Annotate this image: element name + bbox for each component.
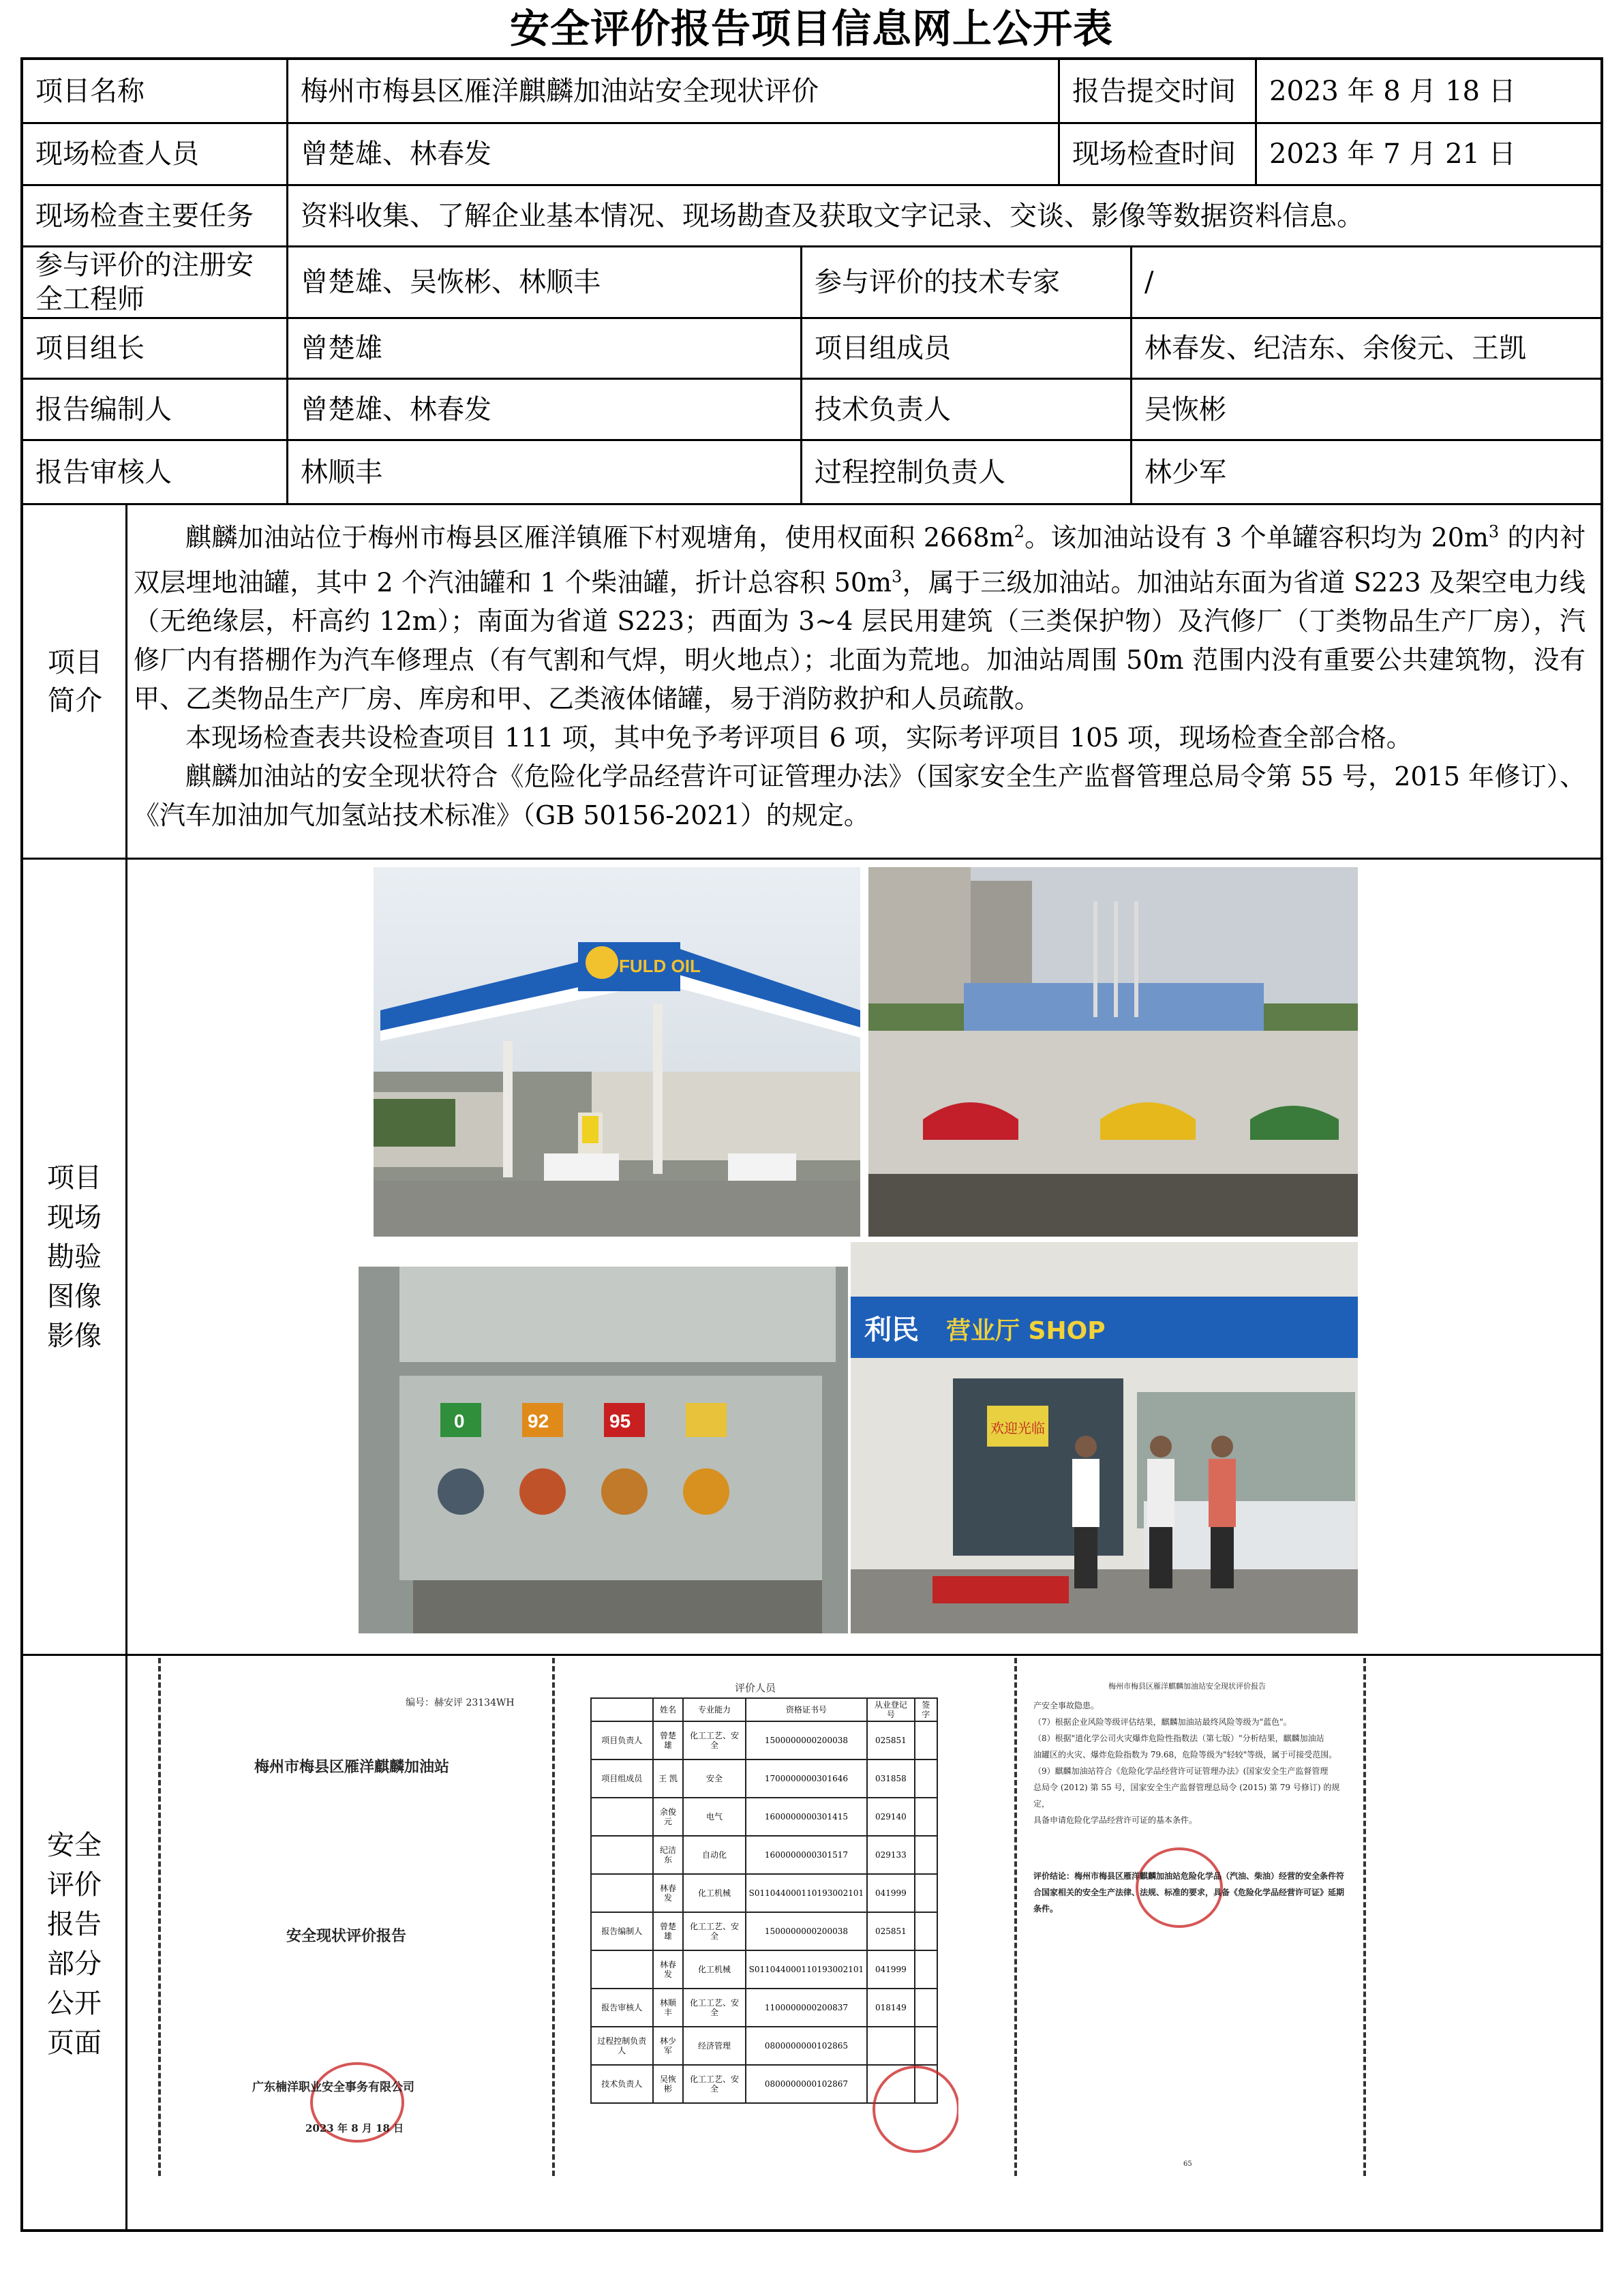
table-row: 林春发 化工机械 S011044000110193002101 041999 xyxy=(591,1950,937,1989)
conclusion-final: 评价结论：梅州市梅县区雁洋麒麟加油站危险化学品（汽油、柴油）经营的安全条件符合国家相关的安全生产法律、法规、标准的要求，具备《危险化学品经营许可证》延期条件。 xyxy=(1033,1871,1345,1914)
inspection-time-value: 2023 年 7 月 21 日 xyxy=(1269,138,1516,170)
experts-value: / xyxy=(1144,267,1154,298)
submit-time-label: 报告提交时间 xyxy=(1072,75,1236,107)
photo-canopy xyxy=(374,867,860,1237)
report-signature-page xyxy=(573,1663,958,2179)
process-control-label: 过程控制负责人 xyxy=(815,456,1005,488)
submit-time-value: 2023 年 8 月 18 日 xyxy=(1269,75,1516,107)
intro-paragraph-3: 麒麟加油站的安全现状符合《危险化学品经营许可证管理办法》（国家安全生产监督管理总局令第 55 号，2015 年修订）、《汽车加油加气加氢站技术标准》（GB 50156-2021）的规定。 xyxy=(134,761,1586,831)
grade-label-0: 0 xyxy=(454,1410,465,1432)
engineers-label: 参与评价的注册安全工程师 xyxy=(35,250,254,315)
report-conclusion-page xyxy=(1020,1663,1361,2179)
reviewer-label: 报告审核人 xyxy=(35,456,172,488)
signature-seal xyxy=(873,2066,958,2153)
table-row: 过程控制负责人 林少军 经济管理 0800000000102865 xyxy=(591,2027,937,2065)
shop-banner: 欢迎光临 xyxy=(990,1420,1045,1436)
intro-label: 项目简介 xyxy=(48,646,102,716)
compiler-value: 曾楚雄、林春发 xyxy=(301,393,491,425)
reviewer-value: 林顺丰 xyxy=(301,456,382,488)
photo-dispenser-box xyxy=(359,1267,848,1633)
tech-lead-label: 技术负责人 xyxy=(815,393,951,425)
table-row: 报告编制人 曾楚雄 化工工艺、安全 1500000000200038 025851 xyxy=(591,1912,937,1950)
cover-subtitle: 安全现状评价报告 xyxy=(286,1927,407,1945)
main-tasks-label: 现场检查主要任务 xyxy=(35,200,254,232)
photos-label: 项目现场勘验图像影像 xyxy=(47,1162,102,1352)
engineers-value: 曾楚雄、吴恢彬、林顺丰 xyxy=(301,267,601,298)
cover-serial: 编号：赫安评 23134WH xyxy=(406,1697,515,1708)
cover-title: 梅州市梅县区雁洋麒麟加油站 xyxy=(254,1758,450,1776)
photo-shop-front xyxy=(851,1242,1358,1633)
grade-label-95: 95 xyxy=(609,1410,631,1432)
shop-sign-left: 利民 xyxy=(864,1314,919,1346)
table-row: 纪洁东 自动化 1600000000301517 029133 xyxy=(591,1836,937,1874)
page-title: 安全评价报告项目信息网上公开表 xyxy=(509,5,1113,52)
table-row: 林春发 化工机械 S011044000110193002101 041999 xyxy=(591,1874,937,1912)
inspectors-label: 现场检查人员 xyxy=(35,138,199,170)
leader-value: 曾楚雄 xyxy=(301,333,382,364)
intro-paragraph-2: 本现场检查表共设检查项目 111 项，其中免予考评项目 6 项，实际考评项目 105 项，现场检查全部合格。 xyxy=(185,723,1412,753)
table-row: 余俊元 电气 1600000000301415 029140 xyxy=(591,1798,937,1836)
conclusion-header: 梅州市梅县区雁洋麒麟加油站安全现状评价报告 xyxy=(1108,1682,1266,1691)
leader-label: 项目组长 xyxy=(35,333,145,364)
project-name-value: 梅州市梅县区雁洋麒麟加油站安全现状评价 xyxy=(301,75,819,107)
sig-title: 评价人员 xyxy=(735,1682,776,1694)
conclusion-body: 产安全事故隐患。 （7）根据企业风险等级评估结果，麒麟加油站最终风险等级为"蓝色"。 （8）根据"道化学公司火灾爆炸危险性指数法（第七版）"分析结果，麒麟加油站 油罐区的火灾、爆炸危险指数为 79.68，危险等级为"轻较"等级，属于可接受范围。 （9）麒麟加油站符合《危险化学品经营许可证管理办法》(国家安全生产监督管理 总局令 (2012) 第 55 号，国家安全生产监督管理总局令 (2015) 第 79 号修订) 的规定， 具备申请危险化学品经营许可证的基本条件。 xyxy=(1033,1701,1340,1825)
canopy-brand-text: FULD OIL xyxy=(619,956,701,976)
table-row: 项目组成员 王 凯 安全 1700000000301646 031858 xyxy=(591,1759,937,1798)
report-pages-label: 安全评价报告部分公开页面 xyxy=(47,1829,102,2059)
inspection-time-label: 现场检查时间 xyxy=(1072,138,1236,170)
table-row: 技术负责人 吴恢彬 化工工艺、安全 0800000000102867 xyxy=(591,2065,937,2103)
process-control-value: 林少军 xyxy=(1144,456,1226,488)
experts-label: 参与评价的技术专家 xyxy=(815,267,1060,298)
signature-table: 姓名 专业能力 资格证书号 从业登记号 签字 项目负责人 曾楚雄 化工工艺、安全 1500000000200038 025851 项目组成员 王 凯 安全 1700000000301646 031858 余俊元 电气 1600000000301415 029140 纪洁东 自动化 1600000000301517 029133 林春发 化工机械 S011044000110193002101 041999 报告编制人 曾楚雄 化工工艺、安全 1500000000200038 025851 林春发 化工机械 S011044000110193002101 041999 报告审核人 林顺丰 化工工艺、安全 1100000000200837 018149 过程控制负责人 林少军 经济管理 0800000000102865 技术负责人 吴恢彬 化工工艺、安全 0800000000102867 xyxy=(590,1697,938,2104)
members-label: 项目组成员 xyxy=(815,333,951,364)
shop-sign-main: 营业厅 SHOP xyxy=(946,1317,1106,1345)
tech-lead-value: 吴恢彬 xyxy=(1144,393,1226,425)
inspectors-value: 曾楚雄、林春发 xyxy=(301,138,491,170)
main-tasks-value: 资料收集、了解企业基本情况、现场勘查及获取文字记录、交谈、影像等数据资料信息。 xyxy=(301,200,1364,232)
intro-text xyxy=(134,513,1586,835)
table-row: 报告审核人 林顺丰 化工工艺、安全 1100000000200837 018149 xyxy=(591,1989,937,2027)
cover-company: 广东楠洋职业安全事务有限公司 xyxy=(252,2081,414,2094)
project-name-label: 项目名称 xyxy=(35,75,145,107)
conclusion-page-number: 65 xyxy=(1183,2160,1192,2168)
grade-label-92: 92 xyxy=(528,1410,549,1432)
compiler-label: 报告编制人 xyxy=(35,393,172,425)
photo-tank-area xyxy=(868,867,1358,1237)
table-row: 项目负责人 曾楚雄 化工工艺、安全 1500000000200038 025851 xyxy=(591,1721,937,1759)
cover-date: 2023 年 8 月 18 日 xyxy=(305,2122,404,2134)
intro-paragraph-1: 麒麟加油站位于梅州市梅县区雁洋镇雁下村观塘角，使用权面积 $2668m^2$。该加油站设有 3 个单罐容积均为 $20m^3$ 的内衬双层埋地油罐，其中 2 个汽油罐和 1 个柴油罐，折计总容积 $50m^3$，属于三级加油站。加油站东面为省道 S223 及架空电力线（无绝缘层，杆高约 12m）；南面为省道 S223；西面为 3~4 层民用建筑（三类保护物）及汽修厂（丁类物品生产厂房），汽修厂内有搭棚作为汽车修理点（有气割和气焊，明火地点）；北面为荒地。加油站周围 50m 范围内没有重要公共建筑物，没有甲、乙类物品生产厂房、库房和甲、乙类液体储罐，易于消防救护和人员疏散。 xyxy=(134,522,1586,714)
report-cover-page xyxy=(164,1663,549,2179)
members-value: 林春发、纪洁东、余俊元、王凯 xyxy=(1144,333,1526,364)
